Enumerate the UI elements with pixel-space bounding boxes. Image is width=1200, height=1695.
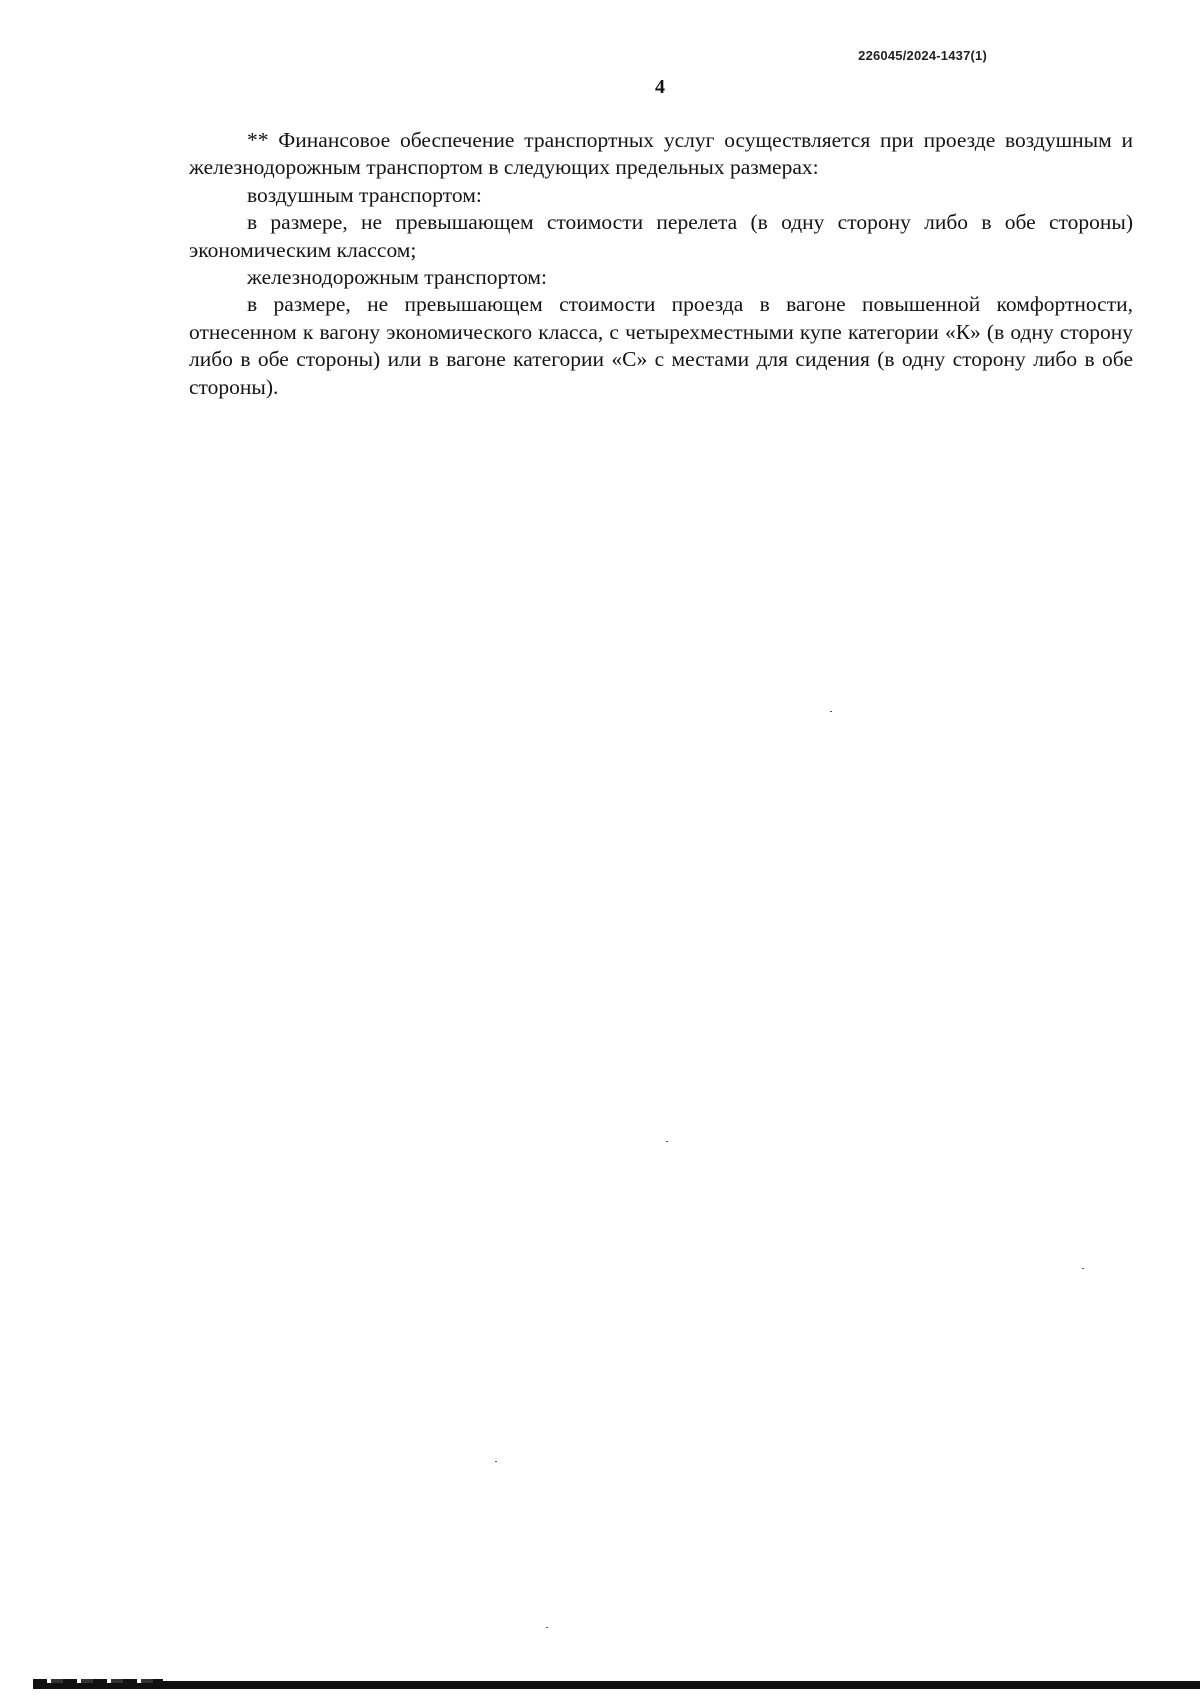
paragraph-rail-transport-heading: железнодорожным транспортом: [247, 265, 547, 290]
paragraph-rail-transport-limit: в размере, не превышающем стоимости проезда в вагоне повышенной комфортности, отнесенном к вагону экономического класса, с четырехместными купе категории «К» (в одну сторону либо в обе стороны) или в вагоне категории «С» с местами для сидения (в одну сторону либо в обе стороны). [189, 292, 1133, 399]
document-id: 226045/2024-1437(1) [858, 48, 987, 63]
paragraph-air-transport-limit: в размере, не превышающем стоимости перелета (в одну сторону либо в обе стороны) экономическим классом; [189, 210, 1133, 262]
scan-bottom-edge [33, 1681, 1200, 1689]
document-body [189, 127, 1133, 401]
scan-speck [830, 711, 832, 712]
page-number: 4 [655, 76, 665, 98]
paragraph-air-transport-heading: воздушным транспортом: [247, 182, 482, 207]
scan-speck [1082, 1268, 1084, 1269]
scan-speck [666, 1141, 668, 1142]
scan-speck [546, 1627, 548, 1628]
scan-speck [495, 1461, 497, 1462]
paragraph-financing-note: ** Финансовое обеспечение транспортных услуг осуществляется при проезде воздушным и железнодорожным транспортом в следующих предельных размерах: [189, 128, 1133, 180]
